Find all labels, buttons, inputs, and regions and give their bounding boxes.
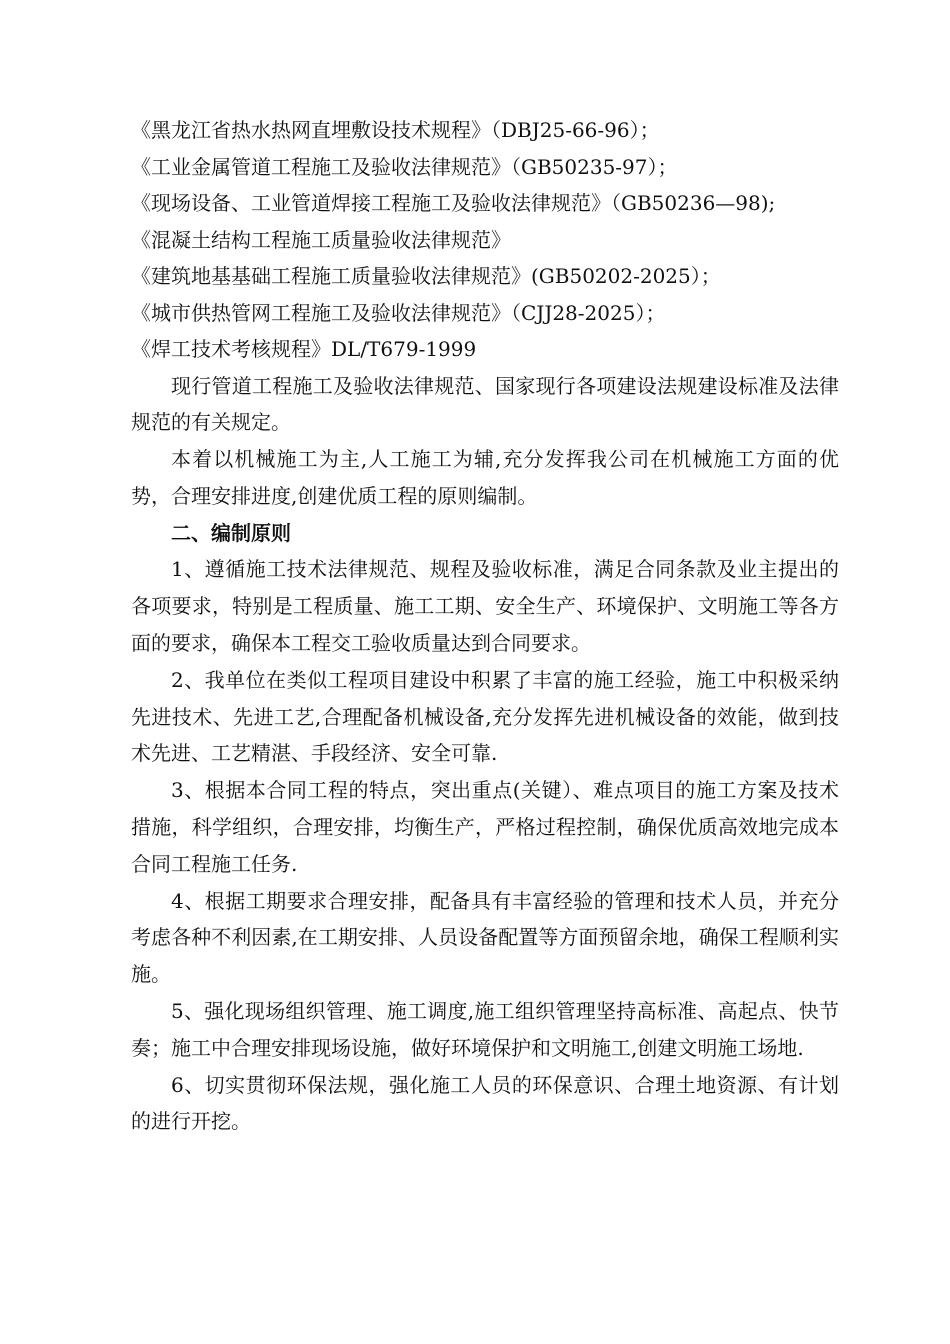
reference-item: 《工业金属管道工程施工及验收法律规范》（GB50235-97）； — [131, 154, 678, 179]
reference-item: 《混凝土结构工程施工质量验收法律规范》 — [131, 227, 511, 252]
principle-paragraph: 1、遵循施工技术法律规范、规程及验收标准，满足合同条款及业主提出的各项要求，特别是工程质量、施工工期、安全生产、环境保护、文明施工等各方面的要求，确保本工程交工验收质量达到合同要求。 — [131, 557, 839, 656]
intro-paragraph: 本着以机械施工为主,人工施工为辅,充分发挥我公司在机械施工方面的优势，合理安排进度,创建优质工程的原则编制。 — [131, 447, 839, 508]
reference-item: 《黑龙江省热水热网直埋敷设技术规程》（DBJ25-66-96）； — [131, 118, 660, 142]
reference-item: 《城市供热管网工程施工及验收法律规范》（CJJ28-2025）； — [131, 300, 666, 325]
document-body — [131, 112, 839, 1140]
reference-item: 《现场设备、工业管道焊接工程施工及验收法律规范》（GB50236—98); — [131, 191, 776, 215]
section-heading: 二、编制原则 — [171, 520, 291, 545]
intro-paragraph: 现行管道工程施工及验收法律规范、国家现行各项建设法规建设标准及法律规范的有关规定。 — [131, 373, 839, 435]
principle-paragraph: 3、根据本合同工程的特点，突出重点(关键）、难点项目的施工方案及技术措施，科学组织，合理安排，均衡生产，严格过程控制，确保优质高效地完成本合同工程施工任务. — [131, 778, 839, 876]
reference-item: 《焊工技术考核规程》DL/T679-1999 — [131, 337, 477, 361]
reference-list — [131, 112, 839, 368]
reference-item: 《建筑地基基础工程施工质量验收法律规范》(GB50202-2025）； — [131, 264, 721, 288]
principle-paragraph: 2、我单位在类似工程项目建设中积累了丰富的施工经验，施工中积极采纳先进技术、先进工艺,合理配备机械设备,充分发挥先进机械设备的效能，做到技术先进、工艺精湛、手段经济、安全可靠. — [131, 667, 839, 766]
principle-paragraph: 5、强化现场组织管理、施工调度,施工组织管理坚持高标准、高起点、快节奏；施工中合理安排现场设施，做好环境保护和文明施工,创建文明施工场地. — [131, 999, 839, 1060]
principle-paragraph: 4、根据工期要求合理安排，配备具有丰富经验的管理和技术人员，并充分考虑各种不利因素,在工期安排、人员设备配置等方面预留余地，确保工程顺利实施。 — [131, 888, 839, 987]
principle-paragraph: 6、切实贯彻环保法规，强化施工人员的环保意识、合理土地资源、有计划的进行开挖。 — [131, 1072, 839, 1134]
